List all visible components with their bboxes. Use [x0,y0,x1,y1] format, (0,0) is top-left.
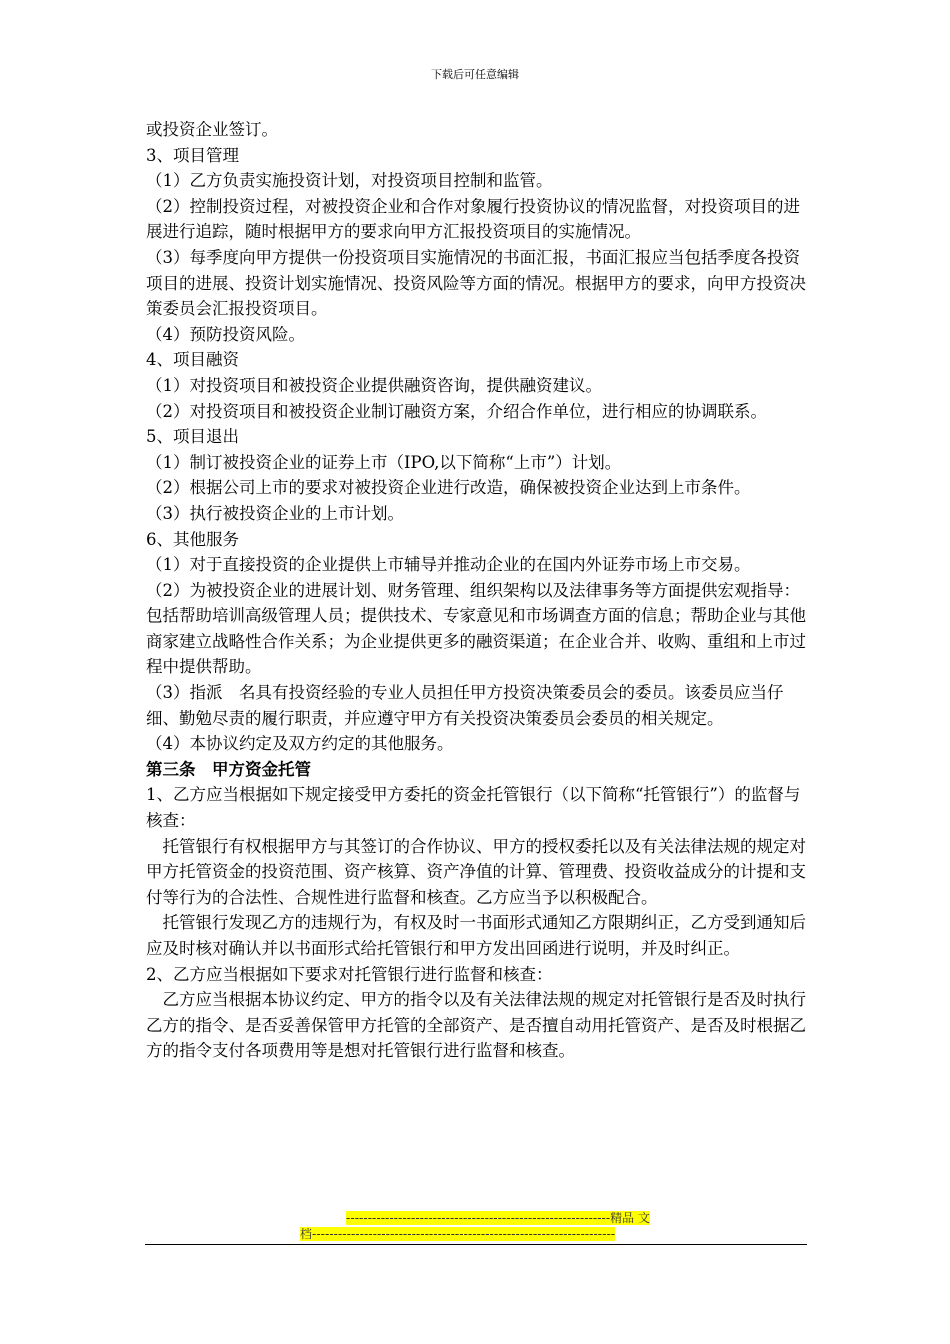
paragraph: （1）制订被投资企业的证券上市（IPO,以下简称“上市”）计划。 [146,452,622,472]
paragraph: （3）指派 名具有投资经验的专业人员担任甲方投资决策委员会的委员。该委员应当仔细、勤勉尽责的履行职责，并应遵守甲方有关投资决策委员会委员的相关规定。 [146,683,784,728]
section-heading: 5、项目退出 [146,427,239,447]
paragraph: （1）对投资项目和被投资企业提供融资咨询，提供融资建议。 [146,375,602,395]
paragraph: （4）预防投资风险。 [146,324,305,344]
footer-line-2: 档---------------------------------------------------------------------- [300,1227,616,1241]
section-heading: 4、项目融资 [146,350,239,370]
paragraph: （1）乙方负责实施投资计划，对投资项目控制和监管。 [146,171,553,191]
paragraph: （3）每季度向甲方提供一份投资项目实施情况的书面汇报，书面汇报应当包括季度各投资项目的进展、投资计划实施情况、投资风险等方面的情况。根据甲方的要求，向甲方投资决策委员会汇报投资项目。 [146,247,806,319]
paragraph: （3）执行被投资企业的上市计划。 [146,503,404,523]
paragraph: 2、乙方应当根据如下要求对托管银行进行监督和核查： [146,964,553,984]
document-body [146,117,811,1064]
paragraph: 或投资企业签订。 [146,120,278,139]
footer-line-1: -------------------------------------------------------------精品 文 [346,1211,650,1225]
paragraph: （2）为被投资企业的进展计划、财务管理、组织架构以及法律事务等方面提供宏观指导：包括帮助培训高级管理人员；提供技术、专家意见和市场调查方面的信息；帮助企业与其他商家建立战略性合作关系；为企业提供更多的融资渠道；在企业合并、收购、重组和上市过程中提供帮助。 [146,580,806,677]
paragraph: 乙方应当根据本协议约定、甲方的指令以及有关法律法规的规定对托管银行是否及时执行乙方的指令、是否妥善保管甲方托管的全部资产、是否擅自动用托管资产、是否及时根据乙方的指令支付各项费用等是想对托管银行进行监督和核查。 [146,990,806,1061]
footer-divider [145,1244,807,1245]
page-header: 下载后可任意编辑 [431,68,519,81]
paragraph: （2）控制投资过程，对被投资企业和合作对象履行投资协议的情况监督，对投资项目的进展进行追踪，随时根据甲方的要求向甲方汇报投资项目的实施情况。 [146,196,800,242]
paragraph: （1）对于直接投资的企业提供上市辅导并推动企业的在国内外证券市场上市交易。 [146,555,751,575]
paragraph: （2）根据公司上市的要求对被投资企业进行改造，确保被投资企业达到上市条件。 [146,478,751,498]
section-heading: 3、项目管理 [146,145,239,165]
footer-watermark [300,1210,650,1242]
paragraph: 托管银行有权根据甲方与其签订的合作协议、甲方的授权委托以及有关法律法规的规定对甲方托管资金的投资范围、资产核算、资产净值的计算、管理费、投资收益成分的计提和支付等行为的合法性、合规性进行监督和核查。乙方应当予以积极配合。 [146,836,806,907]
paragraph: 托管银行发现乙方的违规行为，有权及时一书面形式通知乙方限期纠正，乙方受到通知后应及时核对确认并以书面形式给托管银行和甲方发出回函进行说明，并及时纠正。 [146,913,806,958]
section-heading: 6、其他服务 [146,529,239,549]
article-heading: 第三条 甲方资金托管 [146,759,311,779]
paragraph: （4）本协议约定及双方约定的其他服务。 [146,734,454,754]
paragraph: （2）对投资项目和被投资企业制订融资方案，介绍合作单位，进行相应的协调联系。 [146,401,767,421]
paragraph: 1、乙方应当根据如下规定接受甲方委托的资金托管银行（以下简称“托管银行”）的监督与核查： [146,785,801,831]
